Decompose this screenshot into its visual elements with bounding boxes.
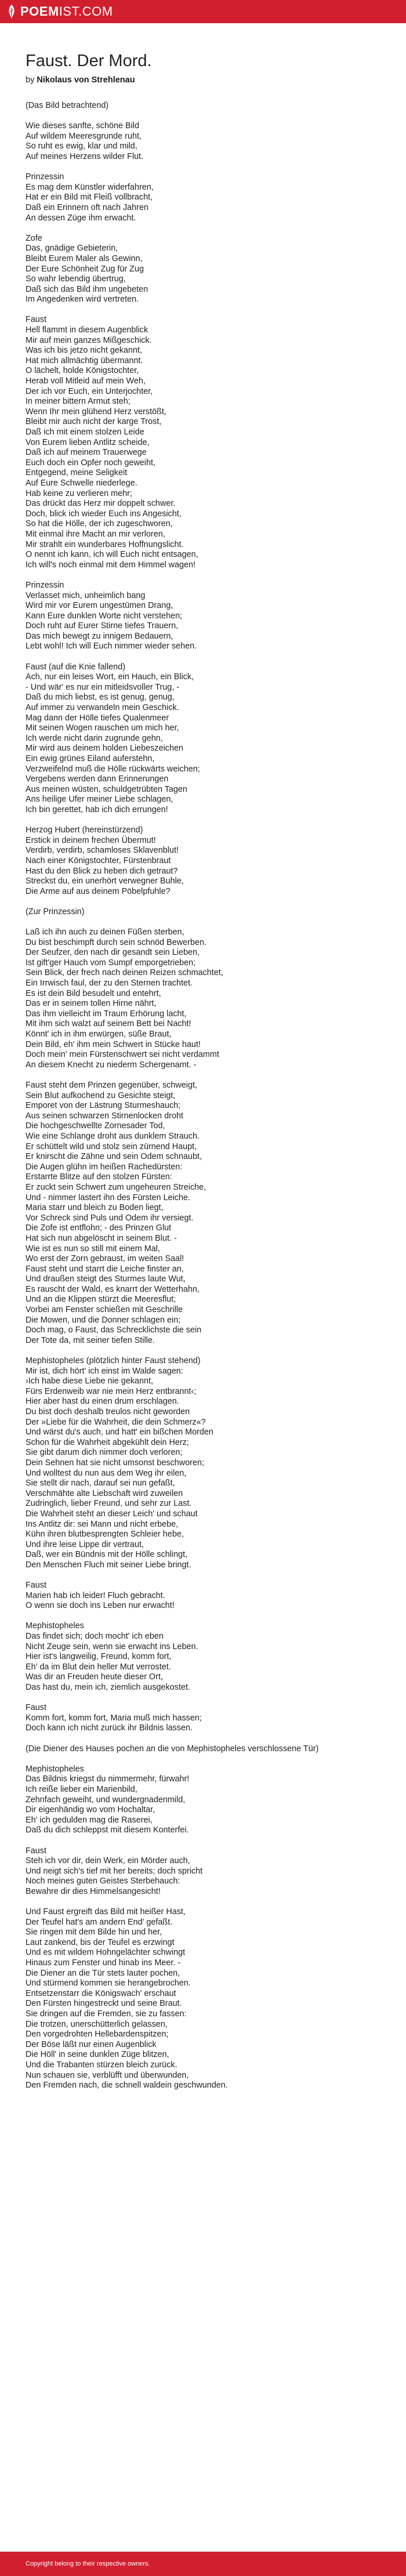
poem-line: Hat mich allmächtig übermannt. xyxy=(26,356,143,365)
poem-line: Mir wird aus deinem holden Liebeszeichen xyxy=(26,744,183,753)
poem-line: Laß ich ihn auch zu deinen Füßen sterben, xyxy=(26,927,184,937)
poem-line: Verzweifelnd muß die Hölle rückwärts weichen; xyxy=(26,764,200,774)
poem-line: O wenn sie doch ins Leben nur erwacht! xyxy=(26,1601,175,1611)
poem-line: Die Wahrheit steht an dieser Leich' und schaut xyxy=(26,1509,198,1519)
poem-line: An diesem Knecht zu niederm Schergenamt. - xyxy=(26,1060,197,1070)
poem-line: Und wärst du's auch, und hatt' ein bißchen Morden xyxy=(26,1428,213,1437)
poem-line: Und neigt sich's tief mit her bereits; doch spricht xyxy=(26,1866,203,1876)
poem-line: Wenn Ihr mein glühend Herz verstößt, xyxy=(26,407,166,416)
poem-line: Den Fremden nach, die schnell waldein geschwunden. xyxy=(26,2081,228,2090)
poem-line: Bleibt Eurem Maler als Gewinn, xyxy=(26,253,143,263)
stanza xyxy=(26,581,385,652)
poem-line: Auf immer zu verwandeln mein Geschick. xyxy=(26,703,179,713)
poem-line: Dir eigenhändig wo vom Hochaltar, xyxy=(26,1805,155,1815)
poem-line: Prinzessin xyxy=(26,580,64,590)
logo-text xyxy=(20,4,113,19)
poem-line: Faust xyxy=(26,1846,46,1856)
stanza xyxy=(26,1765,385,1836)
poem-line: O nennt ich kann, ich will Euch nicht entsagen, xyxy=(26,550,198,560)
byline-prefix: by xyxy=(26,75,35,85)
poem-line: Emporet von der Lästrung Sturmeshauch; xyxy=(26,1101,181,1111)
poem-line: Entsetzenstarr die Königswach' erschaut xyxy=(26,1988,176,1998)
poem-line: In meiner bittern Armut steh; xyxy=(26,397,130,407)
stanza xyxy=(26,101,385,111)
poem-line: Fürs Erdenweib war nie mein Herz entbrannt‹; xyxy=(26,1386,197,1396)
poem-line: Mephistopheles xyxy=(26,1621,84,1631)
poem-line: Wird mir vor Eurem ungestümen Drang, xyxy=(26,601,173,611)
poem-line: Das hast du, mein ich, ziemlich ausgekostet. xyxy=(26,1683,190,1693)
poem-line: Das mich bewegt zu innigem Bedauern, xyxy=(26,631,173,641)
poem-line: Euch doch ein Opfer noch geweiht, xyxy=(26,458,155,468)
poem-line: Die Mowen, und die Donner schlagen ein; xyxy=(26,1315,181,1325)
poem-line: Das Bildnis kriegst du nimmermehr, fürwahr! xyxy=(26,1774,190,1784)
poem-line: Schon für die Wahrheit abgekühlt dein Herz; xyxy=(26,1437,189,1447)
poem-line: Mephistopheles xyxy=(26,1764,84,1774)
poem-line: Doch mein' mein Fürstenschwert sei nicht verdammt xyxy=(26,1050,219,1060)
footer-copyright: Copyright belong to their respective owners. xyxy=(26,2560,150,2567)
poem-line: Erstick in deinem frechen Übermut! xyxy=(26,835,156,845)
poem-line: Und wolltest du nun aus dem Weg ihr eilen, xyxy=(26,1468,187,1478)
poem-line: Faust xyxy=(26,1703,46,1713)
poem-line: Es mag dem Künstler widerfahren, xyxy=(26,182,154,192)
stanza xyxy=(26,927,385,1070)
poem-line: So hat die Hölle, der ich zugeschworen, xyxy=(26,519,173,529)
poem-line: Die Höll' in seine dunklen Züge blitzen, xyxy=(26,2050,169,2060)
poem-line: Der Teufel hat's am andern End' gefaßt. xyxy=(26,1917,173,1927)
poem-line: Er knirscht die Zähne und sein Odem schnaubt, xyxy=(26,1152,202,1162)
poem-line: So ruht es ewig, klar und mild, xyxy=(26,142,137,151)
poem-line: Hier aber hast du einen drum erschlagen. xyxy=(26,1397,179,1407)
quill-pen-icon xyxy=(7,4,16,19)
poem-line: Du bist doch deshalb treulos nicht geworden xyxy=(26,1407,190,1416)
poem-line: Marien hab ich leider! Fluch gebracht. xyxy=(26,1590,165,1600)
poem-line: Lebt wohl! Ich will Euch nimmer wieder sehen. xyxy=(26,642,197,651)
poem-line: Wo erst der Zorn gebraust, im weiten Saal! xyxy=(26,1254,184,1264)
stanza xyxy=(26,1744,385,1755)
poem-line: Das, gnädige Gebieterin, xyxy=(26,244,118,253)
poem-line: Hinaus zum Fenster und hinab ins Meer. - xyxy=(26,1958,181,1968)
stanza xyxy=(26,907,385,918)
poem-line: Den Fürsten hingestreckt und seine Braut. xyxy=(26,1999,182,2009)
poem-line: Hast du den Blick zu heben dich getraut? xyxy=(26,866,178,876)
poem-line: Mir strahlt ein wunderbares Hoffnungslicht. xyxy=(26,539,184,549)
poem-line: Hab keine zu verlieren mehr; xyxy=(26,488,132,498)
poem-line: Das findet sich; doch mocht' ich eben xyxy=(26,1632,164,1642)
poem-line: Wie dieses sanfte, schöne Bild xyxy=(26,121,139,131)
poem-line: Auf Eure Schwelle niederlege. xyxy=(26,478,137,488)
poem-line: Aus meinen wüsten, schuldgetrübten Tagen xyxy=(26,784,187,794)
poem-line: So wahr lebendig übertrug, xyxy=(26,274,126,284)
poem-line: Entgegend, meine Seligkeit xyxy=(26,468,128,478)
poem-line: Vergebens werden dann Erinnerungen xyxy=(26,774,169,784)
stanza xyxy=(26,825,385,897)
poem-line: Faust xyxy=(26,315,46,325)
poem-title: Faust. Der Mord. xyxy=(26,52,152,70)
poem-line: Dein Bild, eh' ihm mein Schwert in Stücke haut! xyxy=(26,1039,201,1049)
poem-line: Prinzessin xyxy=(26,172,64,182)
poem-line: Und ihre leise Lippe dir vertraut, xyxy=(26,1539,144,1549)
poem-line: Sie stellt dir nach, darauf sei nun gefaßt, xyxy=(26,1479,175,1488)
poem-line: Und Faust ergreift das Bild mit heißer Hast, xyxy=(26,1907,186,1917)
poem-line: Ich werde nicht darin zugrunde gehn, xyxy=(26,733,163,743)
poem-line: Kühn ihren blutbesprengten Schleier hebe, xyxy=(26,1530,184,1539)
poem-line: Auf wildem Meeresgrunde ruht, xyxy=(26,131,142,141)
stanza xyxy=(26,1581,385,1611)
poem-line: Der Tote da, mit seiner tiefen Stille. xyxy=(26,1335,155,1345)
poem-line: Auf meines Herzens wilder Flut. xyxy=(26,151,144,161)
poem-line: Das drückt das Herz mir doppelt schwer. xyxy=(26,499,176,509)
poem-line: Bleibt mir auch nicht der karge Trost, xyxy=(26,417,162,427)
poem-line: Ich will's noch einmal mit dem Himmel wagen! xyxy=(26,560,196,570)
stanza xyxy=(26,1621,385,1693)
poem-line: Eh' da im Blut dein heller Mut verrostet. xyxy=(26,1662,171,1672)
poem-line: Der ich vor Euch, ein Unterjochter, xyxy=(26,386,153,396)
poem-line: Ich reiße lieber ein Marienbild, xyxy=(26,1784,137,1794)
logo-text-light: IST.COM xyxy=(59,4,113,19)
stanza xyxy=(26,1081,385,1346)
poem-line: Dein Sehnen hat sie nicht umsonst beschworen; xyxy=(26,1458,204,1468)
poem-line: Sein Blut aufkochend zu Gesichte steigt, xyxy=(26,1090,176,1100)
poem-content xyxy=(26,51,385,2101)
poem-line: Erstarrte Blitze auf den stolzen Fürsten: xyxy=(26,1172,172,1182)
stanza xyxy=(26,1356,385,1570)
poem-line: Sein Blick, der frech nach deinen Reizen schmachtet, xyxy=(26,968,223,978)
poem-line: Faust xyxy=(26,1581,46,1590)
poem-line: Daß, wer ein Bündnis mit der Hölle schlingt, xyxy=(26,1550,188,1560)
poem-line: Es ist dein Bild besudelt und entehrt, xyxy=(26,988,161,998)
poem-line: Komm fort, komm fort, Maria muß mich hassen; xyxy=(26,1713,202,1723)
poem-line: Zehnfach geweiht, und wundergnadenmild, xyxy=(26,1795,186,1805)
poem-line: Ins Antlitz dir: sei Mann und nicht erbebe, xyxy=(26,1519,179,1529)
poem-line: (Die Diener des Hauses pochen an die von Mephistopheles verschlossene Tür) xyxy=(26,1744,319,1753)
poem-line: Daß du mich liebst, es ist genug, genug, xyxy=(26,693,175,702)
stanza xyxy=(26,234,385,305)
poem-line: Ans heilige Ufer meiner Liebe schlagen, xyxy=(26,795,173,805)
poem-line: Eh' ich gedulden mag die Raserei, xyxy=(26,1815,153,1825)
poem-line: Doch kann ich nicht zurück ihr Bildnis lassen. xyxy=(26,1723,193,1733)
poem-line: Herzog Hubert (hereinstürzend) xyxy=(26,825,143,835)
stanza xyxy=(26,1907,385,2091)
poem-line: Bewahre dir dies Himmelsangesicht! xyxy=(26,1886,161,1896)
poem-line: Die Arme auf aus deinem Pöbelpfuhle? xyxy=(26,886,171,896)
poem-body xyxy=(26,101,385,2091)
poem-line: Doch mag, o Faust, das Schrecklichste die sein xyxy=(26,1325,202,1335)
poem-line: Verschmähte alte Liebschaft wird zuweilen xyxy=(26,1488,183,1498)
poem-line: Streckst du, ein unerhört verwegner Buhle, xyxy=(26,876,184,886)
poem-line: (Zur Prinzessin) xyxy=(26,907,85,916)
stanza xyxy=(26,662,385,816)
poem-line: Mit seinen Wogen rauschen um mich her, xyxy=(26,723,179,733)
poem-line: Verdirb, verdirb, schamloses Sklavenblut! xyxy=(26,846,179,856)
poem-line: Du bist beschimpft durch sein schnöd Bewerben. xyxy=(26,937,206,947)
poem-line: An dessen Züge ihm erwacht. xyxy=(26,213,136,223)
poem-line: Laut zankend, bis der Teufel es erzwingt xyxy=(26,1937,175,1947)
poem-line: Die Zofe ist entflohn; - des Prinzen Glut xyxy=(26,1223,172,1233)
poem-line: Es rauscht der Wald, es knarrt der Wetterhahn, xyxy=(26,1284,200,1294)
poem-line: - Und wär' es nur ein mitleidsvoller Trug, - xyxy=(26,682,180,692)
poem-line: Mephistopheles (plötzlich hinter Faust stehend) xyxy=(26,1356,201,1366)
poem-line: Mit einmal ihre Macht an mir verloren, xyxy=(26,529,165,539)
poem-line: Der »Liebe für die Wahrheit, die dein Schmerz«? xyxy=(26,1417,206,1427)
poem-line: Ist gift'ger Hauch vom Sumpf emporgetrieben; xyxy=(26,958,196,968)
poem-line: Ein ewig grünes Eiland auferstehn, xyxy=(26,754,155,763)
poem-line: Und stürmend kommen sie herangebrochen. xyxy=(26,1979,191,1988)
poem-line: Nun schauen sie, verblüfft und überwunden, xyxy=(26,2070,189,2080)
poem-line: Steh ich vor dir, dein Werk, ein Mörder auch, xyxy=(26,1856,190,1866)
poem-line: Wie eine Schlange droht aus dunklem Strauch. xyxy=(26,1131,200,1141)
poem-line: Der Eure Schönheit Zug für Zug xyxy=(26,264,144,274)
poem-line: Der Böse läßt nur einen Augenblick xyxy=(26,2039,157,2049)
poem-line: Daß du dich schleppst mit diesem Konterfei. xyxy=(26,1825,189,1835)
stanza xyxy=(26,1846,385,1897)
poem-line: Sie dringen auf die Fremden, sie zu fassen: xyxy=(26,2009,187,2019)
poem-line: Herab voll Mitleid auf mein Weh, xyxy=(26,376,146,386)
poem-line: Die trotzen, unerschütterlich gelassen, xyxy=(26,2019,168,2029)
poem-line: Vor Schreck sind Puls und Odem ihr versiegt. xyxy=(26,1213,194,1223)
poem-line: Hat er ein Bild mit Fleiß vollbracht, xyxy=(26,193,153,202)
poem-line: Doch, blick ich wieder Euch ins Angesicht, xyxy=(26,509,182,519)
logo-text-bold: POEM xyxy=(20,4,59,19)
poem-line: Zudringlich, lieber Freund, und sehr zur Last. xyxy=(26,1499,192,1509)
poem-line: Den vorgedrohten Hellebardenspitzen; xyxy=(26,2030,169,2039)
poem-line: Das er in seinem tollen Hirne nährt, xyxy=(26,999,157,1009)
poem-line: Mag dann der Hölle tiefes Qualenmeer xyxy=(26,713,169,723)
poem-line: Nach einer Königstochter, Fürstenbraut xyxy=(26,856,171,865)
poem-line: Mit ihm sich walzt auf seinem Bett bei Nacht! xyxy=(26,1019,191,1029)
poem-line: Er zuckt sein Schwert zum ungeheuren Streiche, xyxy=(26,1182,206,1192)
poem-line: Sie gibt darum dich nimmer doch verloren; xyxy=(26,1448,183,1458)
poem-line: Der Seufzer, den nach dir gesandt sein Lieben, xyxy=(26,948,200,958)
poem-line: Was ich bis jetzo nicht gekannt, xyxy=(26,346,143,356)
poem-line: Wie ist es nun so still mit einem Mal, xyxy=(26,1244,160,1253)
poem-line: Er schüttelt wild und stolz sein zürnend Haupt, xyxy=(26,1142,197,1151)
poem-line: Faust steht und starrt die Leiche finster an, xyxy=(26,1264,184,1274)
top-bar xyxy=(0,0,406,23)
poem-line: Kann Eure dunklen Worte nicht verstehen; xyxy=(26,611,183,621)
site-logo[interactable] xyxy=(7,0,113,23)
poem-line: Daß ein Erinnern oft nach Jahren xyxy=(26,202,148,212)
footer xyxy=(0,2552,406,2576)
poem-line: Zofe xyxy=(26,233,42,243)
poem-line: Sie ringen mit dem Bilde hin und her, xyxy=(26,1928,162,1937)
poem-line: Daß ich auf meinem Trauerwege xyxy=(26,448,147,458)
poem-line: Und die Trabanten stürzen bleich zurück. xyxy=(26,2060,177,2070)
poem-line: Hell flammt in diesem Augenblick xyxy=(26,325,148,335)
poem-line: Noch meines guten Geistes Sterbehauch: xyxy=(26,1876,180,1886)
poem-line: Den Menschen Fluch mit seiner Liebe bringt. xyxy=(26,1560,191,1570)
poem-line: Daß ich mit einem stolzen Leide xyxy=(26,427,144,437)
poem-line: Und an die Klippen stürzt die Meeresflut; xyxy=(26,1295,176,1305)
stanza xyxy=(26,1703,385,1734)
poem-line: Faust steht dem Prinzen gegenüber, schweigt, xyxy=(26,1081,197,1090)
poem-line: Die Diener an die Tür stets lauter pochen, xyxy=(26,1968,180,1978)
poem-line: Was dir an Freuden heute dieser Ort, xyxy=(26,1672,164,1682)
poem-line: Und draußen steigt des Sturmes laute Wut, xyxy=(26,1274,186,1284)
stanza xyxy=(26,121,385,162)
stanza xyxy=(26,172,385,223)
poem-line: Ich bin gerettet, hab ich dich errungen! xyxy=(26,805,168,814)
poem-line: Hat sich nun abgelöscht in seinem Blut. - xyxy=(26,1233,177,1243)
poem-line: Vorbei am Fenster schießen mit Geschrille xyxy=(26,1305,183,1315)
poem-line: Doch ruht auf Eurer Stirne tiefes Trauern, xyxy=(26,621,179,631)
poem-line: O lächelt, holde Königstochter, xyxy=(26,366,139,376)
stanza xyxy=(26,315,385,570)
poem-line: Und - nimmer lastert ihn des Fürsten Leiche. xyxy=(26,1193,190,1202)
poem-line: Und es mit wildem Hohngelächter schwingt xyxy=(26,1948,186,1958)
poem-line: Maria starr und bleich zu Boden liegt, xyxy=(26,1203,164,1213)
poem-line: Könnt' ich in ihm erwürgen, süße Braut, xyxy=(26,1030,172,1039)
poem-line: Die hochgeschwellte Zornesader Tod, xyxy=(26,1121,165,1131)
poem-line: Mir ist, dich hört' ich einst im Walde sagen: xyxy=(26,1366,183,1376)
poem-line: Nicht Zeuge sein, wenn sie erwacht ins Leben. xyxy=(26,1642,198,1651)
poem-line: Verlasset mich, unheimlich bang xyxy=(26,590,146,600)
poem-line: Die Augen glühn im heißen Rachedürsten: xyxy=(26,1162,183,1172)
poem-line: Im Angedenken wird vertreten. xyxy=(26,295,139,305)
poem-line: Hier ist's langweilig, Freund, komm fort, xyxy=(26,1652,172,1662)
poem-line: Daß sich das Bild ihm ungebeten xyxy=(26,284,148,294)
poem-line: (Das Bild betrachtend) xyxy=(26,101,109,110)
poem-line: Ach, nur ein leises Wort, ein Hauch, ein Blick, xyxy=(26,672,194,682)
poem-line: Ein Irrwisch faul, der zu den Sternen trachtet. xyxy=(26,979,193,988)
poem-line: ›Ich habe diese Liebe nie gekannt, xyxy=(26,1376,154,1386)
poem-line: Mir auf mein ganzes Mißgeschick. xyxy=(26,335,152,345)
poem-line: Von Eurem lieben Antlitz scheide, xyxy=(26,437,150,447)
poem-byline xyxy=(26,74,385,86)
poem-line: Aus seinen schwarzen Stirnenlocken droht xyxy=(26,1111,183,1121)
author-link[interactable]: Nikolaus von Strehlenau xyxy=(37,75,135,85)
poem-line: Faust (auf die Knie fallend) xyxy=(26,662,125,672)
poem-line: Das ihm vielleicht im Traum Erhörung lacht, xyxy=(26,1009,187,1019)
